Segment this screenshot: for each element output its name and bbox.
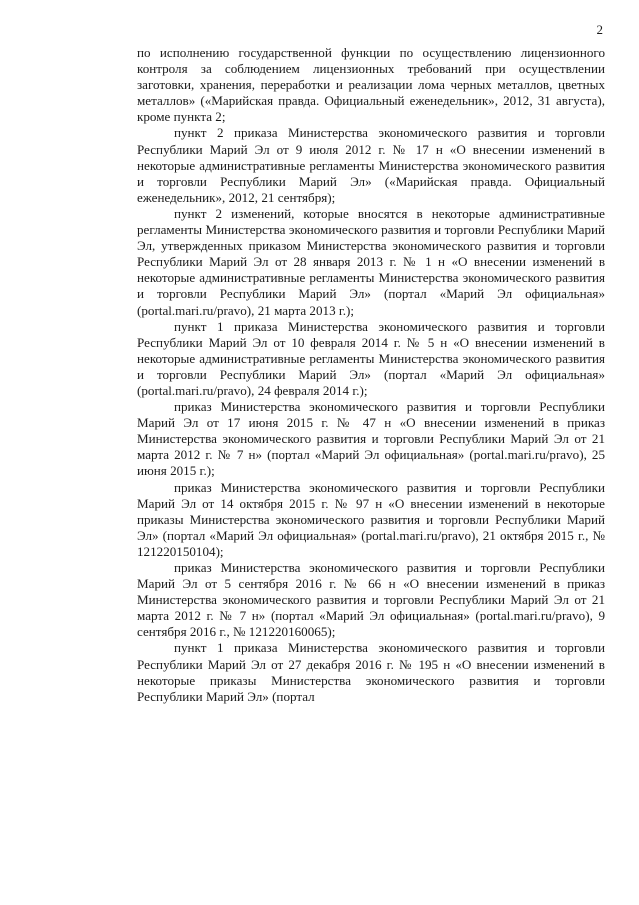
page-number: 2 [596, 22, 603, 37]
paragraph-item: пункт 2 приказа Министерства экономического развития и торговли Республики Марий Эл от 9 июля 2012 г. № 17 н «О внесении изменений в некоторые административные регламенты Министерства экономического развития и торговли Республики Марий Эл» («Марийская правда. Официальный еженедельник», 2012, 21 сентября); [137, 125, 605, 205]
paragraph-item: пункт 1 приказа Министерства экономического развития и торговли Республики Марий Эл от 27 декабря 2016 г. № 195 н «О внесении изменений в некоторые приказы Министерства экономического развития и торговли Республики Марий Эл» (портал [137, 640, 605, 704]
paragraph-item: пункт 2 изменений, которые вносятся в некоторые административные регламенты Министерства экономического развития и торговли Республики Марий Эл, утвержденных приказом Министерства экономического развития и торговли Республики Марий Эл от 28 января 2013 г. № 1 н «О внесении изменений в некоторые административные регламенты Министерства экономического развития и торговли Республики Марий Эл» (портал «Марий Эл официальная» (portal.mari.ru/pravo), 21 марта 2013 г.); [137, 205, 605, 318]
paragraph-item: приказ Министерства экономического развития и торговли Республики Марий Эл от 17 июня 2015 г. № 47 н «О внесении изменений в приказ Министерства экономического развития и торговли Республики Марий Эл от 21 марта 2012 г. № 7 н» (портал «Марий Эл официальная» (portal.mari.ru/pravo), 25 июня 2015 г.); [137, 399, 605, 479]
document-body [137, 45, 605, 705]
paragraph-continuation: по исполнению государственной функции по осуществлению лицензионного контроля за соблюдением лицензионных требований при осуществлении заготовки, хранения, переработки и реализации лома черных металлов, цветных металлов» («Марийская правда. Официальный еженедельник», 2012, 31 августа), кроме пункта 2; [137, 45, 605, 125]
paragraph-item: приказ Министерства экономического развития и торговли Республики Марий Эл от 5 сентября 2016 г. № 66 н «О внесении изменений в приказ Министерства экономического развития и торговли Республики Марий Эл от 21 марта 2012 г. № 7 н» (портал «Марий Эл официальная» (portal.mari.ru/pravo), 9 сентября 2016 г., № 121220160065); [137, 560, 605, 640]
paragraph-item: пункт 1 приказа Министерства экономического развития и торговли Республики Марий Эл от 10 февраля 2014 г. № 5 н «О внесении изменений в некоторые административные регламенты Министерства экономического развития и торговли Республики Марий Эл» (портал «Марий Эл официальная» (portal.mari.ru/pravo), 24 февраля 2014 г.); [137, 318, 605, 398]
paragraph-item: приказ Министерства экономического развития и торговли Республики Марий Эл от 14 октября 2015 г. № 97 н «О внесении изменений в некоторые приказы Министерства экономического развития и торговли Республики Марий Эл» (портал «Марий Эл официальная» (portal.mari.ru/pravo), 21 октября 2015 г., № 121220150104); [137, 479, 605, 559]
